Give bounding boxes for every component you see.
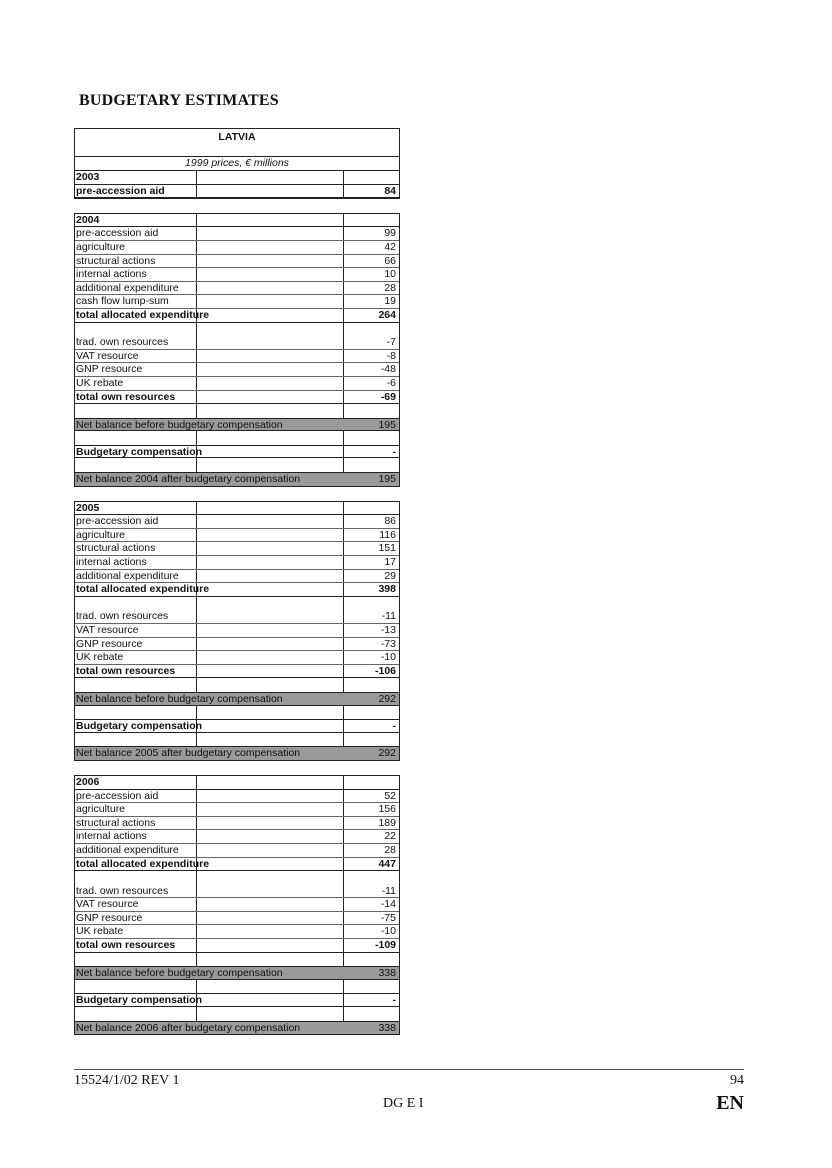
compensation-row xyxy=(75,445,399,459)
row-label: pre-accession aid xyxy=(76,227,159,240)
row-label: internal actions xyxy=(76,556,147,569)
row-value: 66 xyxy=(384,254,396,267)
row-value: -14 xyxy=(380,898,396,911)
row-value: 19 xyxy=(384,295,396,308)
spacer-row xyxy=(75,678,399,692)
row-value: 28 xyxy=(384,843,396,856)
row-value: -73 xyxy=(380,637,396,650)
row-value: 338 xyxy=(378,967,396,980)
row-label: VAT resource xyxy=(76,624,139,636)
row-label: total own resources xyxy=(76,664,176,677)
row-label: total own resources xyxy=(76,390,176,403)
year-2003-block xyxy=(74,170,400,199)
row-value: -13 xyxy=(380,624,396,636)
row-value: -75 xyxy=(380,911,396,924)
row-label: Net balance before budgetary compensation xyxy=(76,692,283,705)
net-after-row xyxy=(75,472,399,486)
row-label: trad. own resources xyxy=(76,610,169,623)
row-value: 447 xyxy=(378,857,396,870)
table-row xyxy=(75,638,399,652)
row-value: 29 xyxy=(384,569,396,582)
page-heading: BUDGETARY ESTIMATES xyxy=(79,92,279,109)
row-label: structural actions xyxy=(76,816,156,829)
table-country-row xyxy=(74,128,400,146)
row-value: 28 xyxy=(384,281,396,294)
row-value: - xyxy=(392,445,396,458)
row-label: UK rebate xyxy=(76,376,124,389)
row-label: Budgetary compensation xyxy=(76,720,203,733)
row-label: 2005 xyxy=(76,501,100,514)
year-block xyxy=(74,501,400,761)
table-row xyxy=(75,803,399,817)
row-label: 2006 xyxy=(76,775,100,788)
row-value: 195 xyxy=(378,473,396,486)
row-label: pre-accession aid xyxy=(76,515,159,528)
table-row xyxy=(75,624,399,638)
net-before-row xyxy=(75,692,399,706)
row-value: 42 xyxy=(384,240,396,253)
table-row xyxy=(75,184,399,198)
row-value: -10 xyxy=(380,925,396,938)
row-value: - xyxy=(392,720,396,733)
row-label: total allocated expenditure xyxy=(76,583,210,596)
row-label: GNP resource xyxy=(76,911,143,924)
total-own-row xyxy=(75,391,399,405)
table-row xyxy=(75,790,399,804)
row-label: GNP resource xyxy=(76,363,143,376)
compensation-row xyxy=(75,719,399,733)
table-row xyxy=(75,542,399,556)
row-value: -10 xyxy=(380,651,396,664)
year-label-row xyxy=(75,171,399,185)
row-label: VAT resource xyxy=(76,898,139,911)
row-label: agriculture xyxy=(76,240,126,253)
table-row xyxy=(75,227,399,241)
table-row xyxy=(75,651,399,665)
row-value: -11 xyxy=(381,884,396,897)
table-row xyxy=(75,556,399,570)
footer-rule xyxy=(74,1069,744,1070)
row-label: total allocated expenditure xyxy=(76,857,210,870)
row-value: 151 xyxy=(378,542,396,555)
table-country: LATVIA xyxy=(218,131,256,143)
net-before-row xyxy=(75,418,399,432)
table-row xyxy=(75,817,399,831)
table-row xyxy=(75,885,399,899)
table-row xyxy=(75,363,399,377)
row-label: total own resources xyxy=(76,939,176,952)
net-before-row xyxy=(75,966,399,980)
row-value: 99 xyxy=(384,227,396,240)
spacer-row xyxy=(74,146,400,156)
table-row xyxy=(75,844,399,858)
spacer-row xyxy=(75,323,399,337)
table-row xyxy=(75,529,399,543)
table-row xyxy=(75,515,399,529)
row-label: agriculture xyxy=(76,803,126,816)
row-label: UK rebate xyxy=(76,651,124,664)
table-row xyxy=(75,830,399,844)
row-label: cash flow lump-sum xyxy=(76,295,169,308)
row-value: 264 xyxy=(378,308,396,321)
row-value: 86 xyxy=(384,515,396,528)
row-value: -7 xyxy=(386,336,396,349)
row-label: structural actions xyxy=(76,542,156,555)
row-label: total allocated expenditure xyxy=(76,308,210,321)
total-allocated-row xyxy=(75,583,399,597)
row-label: agriculture xyxy=(76,528,126,541)
row-value: -69 xyxy=(380,390,396,403)
table-row xyxy=(75,912,399,926)
row-value: 398 xyxy=(378,583,396,596)
row-value: 189 xyxy=(378,816,396,829)
row-value: -48 xyxy=(380,363,396,376)
table-units: 1999 prices, € millions xyxy=(185,157,289,169)
row-label: Budgetary compensation xyxy=(76,445,203,458)
spacer-row xyxy=(75,458,399,472)
row-label: internal actions xyxy=(76,268,147,281)
row-value: -6 xyxy=(386,376,396,389)
table-row xyxy=(75,268,399,282)
row-label: trad. own resources xyxy=(76,336,169,349)
total-own-row xyxy=(75,939,399,953)
spacer-row xyxy=(75,733,399,747)
net-after-row xyxy=(75,1021,399,1035)
row-label: GNP resource xyxy=(76,637,143,650)
row-value: -11 xyxy=(381,610,396,623)
row-label: trad. own resources xyxy=(76,884,169,897)
row-label: Net balance 2006 after budgetary compensation xyxy=(76,1021,301,1034)
department-label: DG E I xyxy=(383,1096,424,1111)
table-row xyxy=(75,925,399,939)
row-value: 22 xyxy=(384,830,396,843)
row-value: -8 xyxy=(386,349,396,362)
row-value: 116 xyxy=(379,528,396,541)
year-label-row xyxy=(75,776,399,790)
row-value: -109 xyxy=(374,939,396,952)
year-label: 2003 xyxy=(76,170,100,183)
row-value: 10 xyxy=(384,268,396,281)
year-block xyxy=(74,775,400,1035)
row-label: structural actions xyxy=(76,254,156,267)
spacer-row xyxy=(75,1007,399,1021)
row-label: UK rebate xyxy=(76,925,124,938)
spacer-row xyxy=(75,431,399,445)
spacer-row xyxy=(75,953,399,967)
row-label: additional expenditure xyxy=(76,843,179,856)
row-label: internal actions xyxy=(76,830,147,843)
row-label: Net balance 2004 after budgetary compensation xyxy=(76,473,301,486)
spacer-row xyxy=(75,980,399,994)
row-value: 156 xyxy=(378,803,396,816)
row-value: 338 xyxy=(378,1021,396,1034)
total-own-row xyxy=(75,665,399,679)
spacer-row xyxy=(75,404,399,418)
table-row xyxy=(75,610,399,624)
row-label: Budgetary compensation xyxy=(76,994,203,1007)
row-value: 84 xyxy=(384,185,396,198)
row-label: 2004 xyxy=(76,213,100,226)
table-row xyxy=(75,350,399,364)
row-value: 17 xyxy=(384,556,396,569)
row-label: Net balance before budgetary compensation xyxy=(76,967,283,980)
row-value: 292 xyxy=(378,692,396,705)
language-code: EN xyxy=(716,1092,744,1114)
table-row xyxy=(75,295,399,309)
spacer-row xyxy=(75,871,399,885)
row-label: Net balance 2005 after budgetary compensation xyxy=(76,747,301,760)
compensation-row xyxy=(75,993,399,1007)
page-number: 94 xyxy=(730,1073,744,1088)
table-row xyxy=(75,282,399,296)
row-value: 52 xyxy=(384,789,396,802)
year-block xyxy=(74,213,400,487)
row-label: Net balance before budgetary compensation xyxy=(76,418,283,431)
row-value: - xyxy=(392,994,396,1007)
row-label: additional expenditure xyxy=(76,569,179,582)
total-allocated-row xyxy=(75,309,399,323)
total-allocated-row xyxy=(75,858,399,872)
year-label-row xyxy=(75,502,399,516)
table-row xyxy=(75,241,399,255)
spacer-row xyxy=(75,706,399,720)
table-row xyxy=(75,570,399,584)
net-after-row xyxy=(75,746,399,760)
row-value: -106 xyxy=(374,664,396,677)
spacer-row xyxy=(75,597,399,611)
budget-table xyxy=(74,128,400,1035)
row-label: additional expenditure xyxy=(76,281,179,294)
table-row xyxy=(75,377,399,391)
table-units-row xyxy=(74,156,400,170)
table-row xyxy=(75,255,399,269)
document-reference: 15524/1/02 REV 1 xyxy=(74,1073,180,1088)
row-label: pre-accession aid xyxy=(76,185,165,198)
row-value: 292 xyxy=(378,747,396,760)
table-row xyxy=(75,336,399,350)
row-value: 195 xyxy=(378,418,396,431)
year-label-row xyxy=(75,214,399,228)
row-label: VAT resource xyxy=(76,349,139,362)
table-row xyxy=(75,898,399,912)
row-label: pre-accession aid xyxy=(76,789,159,802)
